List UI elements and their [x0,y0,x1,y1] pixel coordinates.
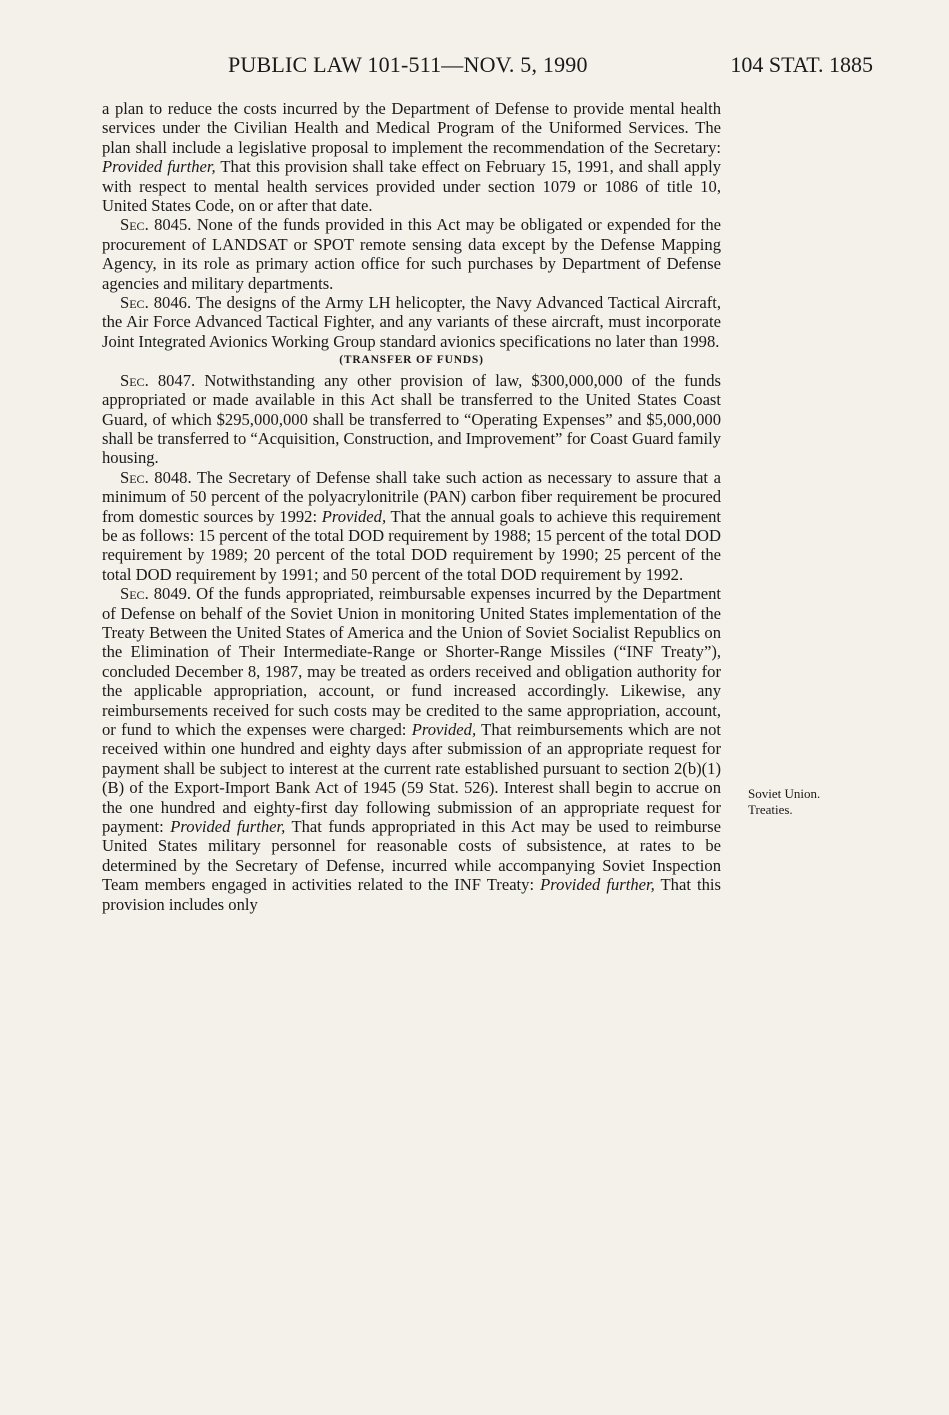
section-text: None of the funds provided in this Act may be obligated or expended for the procurement of LANDSAT or SPOT remote sensing data except by the Defense Mapping Agency, in its role as primary action office for such purchases by Department of Defense agencies and military departments. [102,215,721,293]
margin-note [748,786,820,818]
section-label: Sec. 8047. [120,370,196,390]
paragraph-continuation [102,99,721,215]
stat-page-number: 104 STAT. 1885 [730,52,873,77]
section-text: That this provision includes only [102,875,721,914]
section-text: Of the funds appropriated, reimbursable expenses incurred by the Department of Defense on behalf of the Soviet Union in monitoring United States implementation of the Treaty Between the United States of America and the Union of Soviet Socialist Republics on the Elimination of Their Intermediate-Range or Shorter-Range Missiles (“INF Treaty”), concluded December 8, 1987, may be treated as orders received and obligation authority for the applicable appropriation, account, or fund increased accordingly. Likewise, any reimbursements received for such costs may be credited to the same appropriation, account, or fund to which the expenses were charged: [102,584,721,739]
section-text: That the annual goals to achieve this requirement be as follows: 15 percent of the total DOD requirement by 1988; 15 percent of the total DOD requirement by 1989; 20 percent of the total DOD requirement by 1990; 25 percent of the total DOD requirement by 1991; and 50 percent of the total DOD requirement by 1992. [102,506,721,584]
section-text: That reimbursements which are not received within one hundred and eighty days after submission of an appropriate request for payment shall be subject to interest at the current rate established pursuant to section 2(b)(1)(B) of the Export-Import Bank Act of 1945 (59 Stat. 526). Interest shall begin to accrue on the one hundred and eighty-first day following submission of an appropriate request for payment: [102,720,721,837]
section-8046 [102,293,721,351]
italic-proviso: Provided further, [170,817,286,837]
section-8049 [102,584,721,914]
section-label: Sec. 8045. [120,215,192,235]
margin-note-soviet-union: Soviet Union. [748,786,821,801]
section-8045 [102,215,721,293]
transfer-of-funds-caption: (TRANSFER OF FUNDS) [339,354,484,367]
section-label: Sec. 8048. [120,467,192,487]
italic-proviso: Provided, [321,506,387,526]
text-run: a plan to reduce the costs incurred by the Department of Defense to provide mental health services under the Civilian Health and Medical Program of the Uniformed Services. The plan shall include a legislative proposal to implement the recommendation of the Secretary: [102,99,721,157]
italic-proviso: Provided, [411,720,477,739]
section-text: That funds appropriated in this Act may be used to reimburse United States military personnel for reasonable costs of subsistence, at rates to be determined by the Secretary of Defense, incurred while accompanying Soviet Inspection Team members engaged in activities related to the INF Treaty: [102,817,721,895]
section-label: Sec. 8046. [120,293,192,313]
text-run: That this provision shall take effect on February 15, 1991, and shall apply with respect to mental health services provided under section 1079 or 1086 of title 10, United States Code, on or after that date. [102,157,722,216]
section-8048 [102,468,721,584]
section-text: Notwithstanding any other provision of law, $300,000,000 of the funds appropriated or made available in this Act shall be transferred to the United States Coast Guard, of which $295,000,000 shall be transferred to “Operating Expenses” and $5,000,000 shall be transferred to “Acquisition, Construction, and Improvement” for Coast Guard family housing. [102,370,721,468]
running-head: PUBLIC LAW 101-511—NOV. 5, 1990 [228,52,588,77]
section-8047 [102,371,721,468]
body-text [102,99,721,914]
margin-note-treaties: Treaties. [748,802,793,817]
page-header [0,52,949,84]
section-text: The designs of the Army LH helicopter, the Navy Advanced Tactical Aircraft, the Air Force Advanced Tactical Fighter, and any variants of these aircraft, must incorporate Joint Integrated Avionics Working Group standard avionics specifications no later than 1998. [102,293,721,351]
section-text: The Secretary of Defense shall take such action as necessary to assure that a minimum of 50 percent of the polyacrylonitrile (PAN) carbon fiber requirement be procured from domestic sources by 1992: [102,467,721,526]
section-label: Sec. 8049. [120,584,192,604]
italic-proviso: Provided further, [102,157,216,177]
italic-proviso: Provided further, [540,875,655,895]
